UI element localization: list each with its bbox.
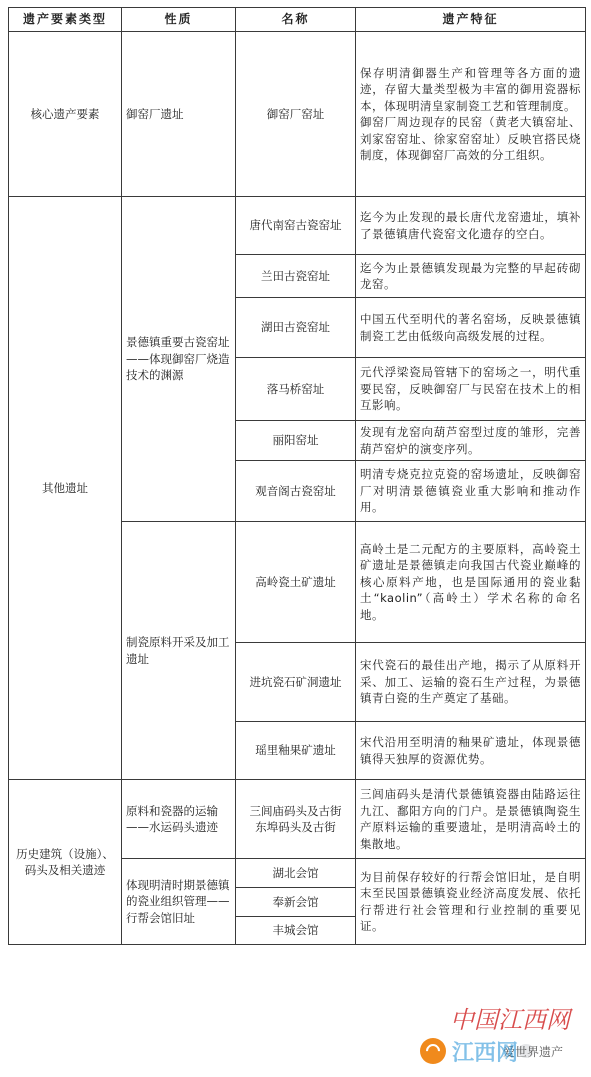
header-nature: 性质	[122, 8, 236, 32]
feature-kiln-4: 发现有龙窑向葫芦窑型过度的雏形，完善葫芦窑炉的演变序列。	[356, 420, 586, 460]
feature-kiln-3: 元代浮梁瓷局管辖下的窑场之一，明代重要民窑，反映御窑厂与民窑在技术上的相互影响。	[356, 358, 586, 421]
feature-kiln-1: 迄今为止景德镇发现最为完整的早起砖砌龙窑。	[356, 255, 586, 297]
type-other: 其他遗址	[9, 196, 122, 780]
header-name: 名称	[236, 8, 356, 32]
name-kiln-3: 落马桥窑址	[236, 358, 356, 421]
nature-kiln: 景德镇重要古瓷窑址——体现御窑厂烧造技术的渊源	[122, 196, 236, 521]
name-guild-1: 奉新会馆	[236, 888, 356, 916]
name-guild-2: 丰城会馆	[236, 916, 356, 944]
name-kiln-4: 丽阳窑址	[236, 420, 356, 460]
nature-core: 御窑厂遗址	[122, 32, 236, 197]
name-kiln-2: 湖田古瓷窑址	[236, 297, 356, 358]
feature-transport: 三闾庙码头是清代景德镇瓷器由陆路运往九江、鄱阳方向的门户。是景德镇陶瓷生产原料运输的重要遗址，是明清高岭土的集散地。	[356, 780, 586, 859]
name-core: 御窑厂窑址	[236, 32, 356, 197]
table-row	[9, 780, 586, 859]
name-transport	[236, 780, 356, 859]
feature-material-1: 宋代瓷石的最佳出产地，揭示了从原料开采、加工、运输的瓷石生产过程，为景德镇青白瓷的生产奠定了基础。	[356, 643, 586, 722]
site-watermark: 中国江西网	[450, 1006, 570, 1034]
table-row	[9, 32, 586, 197]
name-guild-0: 湖北会馆	[236, 859, 356, 888]
name-kiln-5: 观音阁古瓷窑址	[236, 461, 356, 522]
feature-material-0: 高岭土是二元配方的主要原料，高岭瓷土矿遗址是景德镇走向我国古代瓷业巅峰的核心原料产地，也是国际通用的瓷业黏土“kaolin”（高岭土）学术名称的命名地。	[356, 521, 586, 642]
feature-core: 保存明清御器生产和管理等各方面的遗迹，存留大量类型极为丰富的御用瓷器标本，体现明清皇家制瓷工艺和管理制度。 御窑厂周边现存的民窑（黄老大镇窑址、刘家窑窑址、徐家窑窑址）反映官搭民烧制度，体现御窑厂高效的分工组织。	[356, 32, 586, 197]
header-row	[9, 8, 586, 32]
name-kiln-1: 兰田古瓷窑址	[236, 255, 356, 297]
nature-material: 制瓷原料开采及加工遗址	[122, 521, 236, 779]
feature-guild: 为目前保存较好的行帮会馆旧址，是自明末至民国景德镇瓷业经济高度发展、依托行帮进行社会管理和行业控制的重要见证。	[356, 859, 586, 945]
feature-kiln-2: 中国五代至明代的著名窑场，反映景德镇制瓷工艺由低级向高级发展的过程。	[356, 297, 586, 358]
nature-transport: 原料和瓷器的运输——水运码头遗迹	[122, 780, 236, 859]
feature-material-2: 宋代沿用至明清的釉果矿遗址，体现景德镇得天独厚的资源优势。	[356, 721, 586, 780]
account-name: 爱世界遗产	[500, 1042, 566, 1061]
feature-kiln-5: 明清专烧克拉克瓷的窑场遗址，反映御窑厂对明清景德镇瓷业重大影响和推动作用。	[356, 461, 586, 522]
feature-kiln-0: 迄今为止发现的最长唐代龙窑遗址，填补了景德镇唐代瓷窑文化遗存的空白。	[356, 196, 586, 255]
site-short-logo: 江西网	[452, 1040, 519, 1066]
name-kiln-0: 唐代南窑古瓷窑址	[236, 196, 356, 255]
wifi-logo-icon	[420, 1038, 446, 1064]
name-material-0: 高岭瓷土矿遗址	[236, 521, 356, 642]
heritage-elements-table	[8, 7, 586, 945]
name-transport-0: 三闾庙码头及古街	[249, 803, 342, 818]
header-feature: 遗产特征	[356, 8, 586, 32]
type-historic: 历史建筑（设施）、码头及相关遗迹	[9, 780, 122, 945]
name-material-1: 进坑瓷石矿洞遗址	[236, 643, 356, 722]
nature-guild: 体现明清时期景德镇的瓷业组织管理——行帮会馆旧址	[122, 859, 236, 945]
name-material-2: 瑶里釉果矿遗址	[236, 721, 356, 780]
type-core: 核心遗产要素	[9, 32, 122, 197]
table-row	[9, 196, 586, 255]
name-transport-1: 东埠码头及古街	[255, 820, 336, 835]
wechat-badge	[420, 1036, 566, 1066]
header-type: 遗产要素类型	[9, 8, 122, 32]
